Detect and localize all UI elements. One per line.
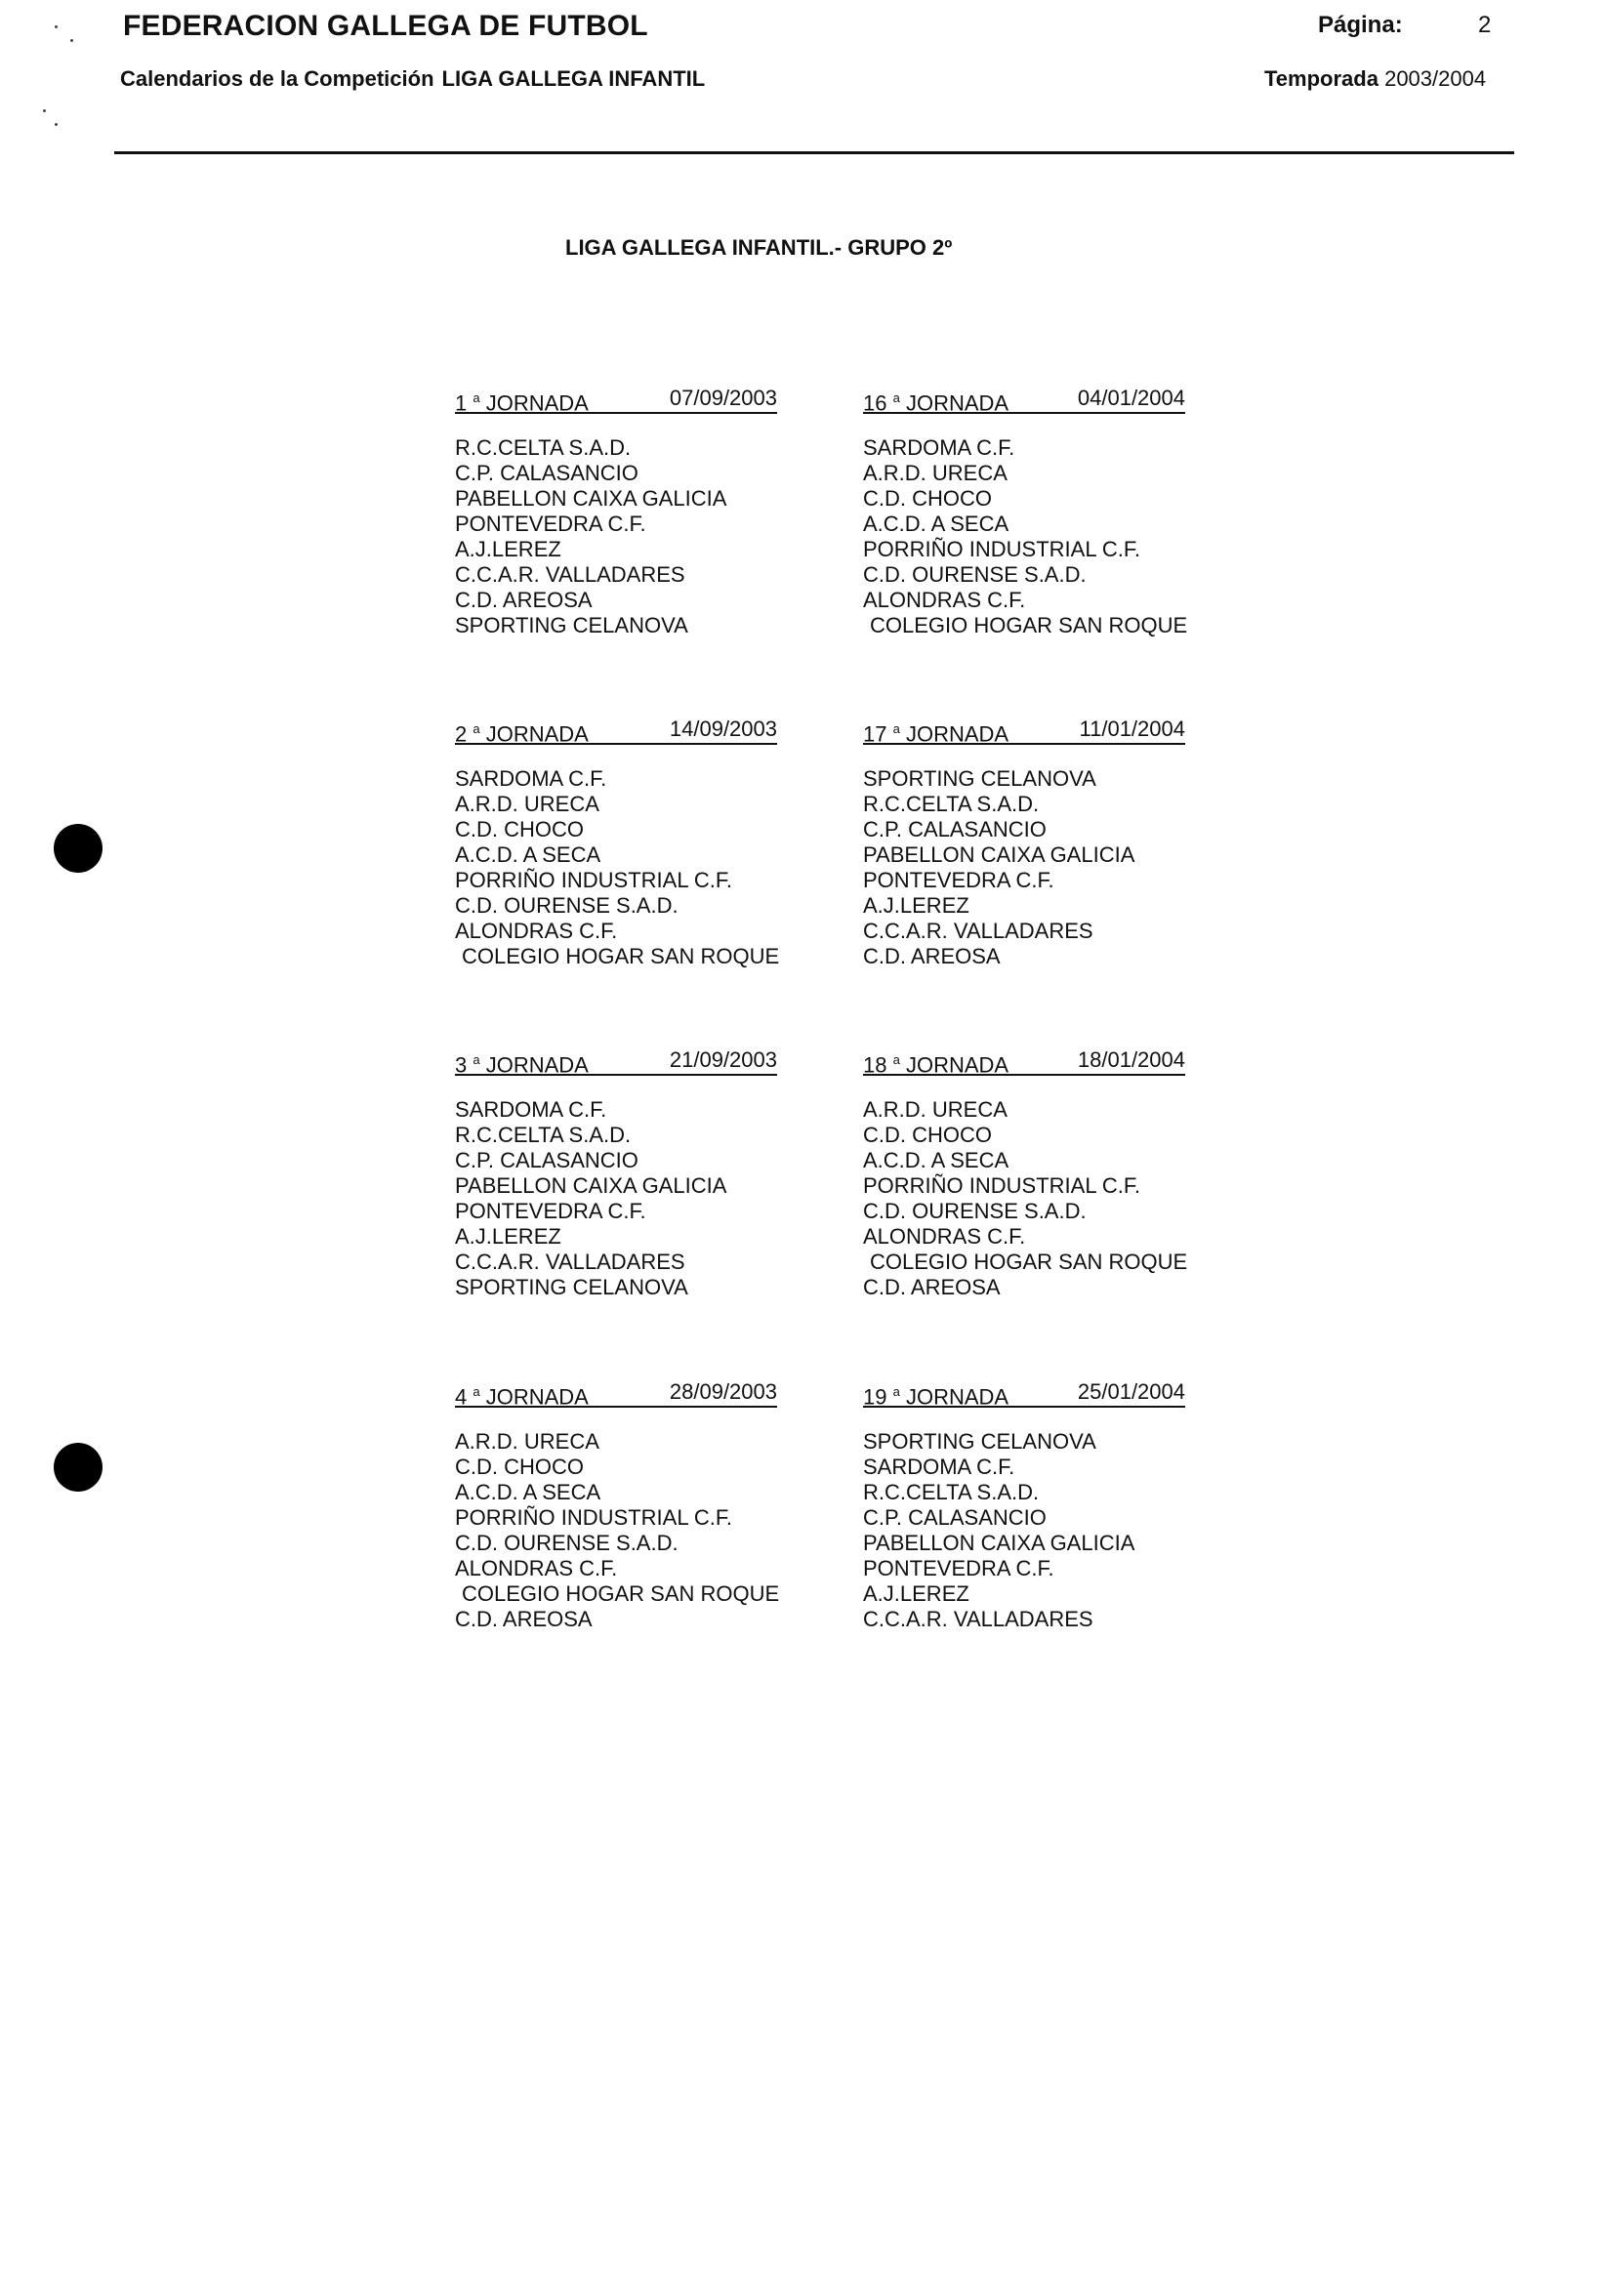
- team-name: A.J.LEREZ: [863, 893, 969, 918]
- team-name: C.D. AREOSA: [863, 1275, 1001, 1299]
- team-name: PABELLON CAIXA GALICIA: [455, 1173, 727, 1198]
- team-name: COLEGIO HOGAR SAN ROQUE: [462, 944, 780, 968]
- header-divider: [114, 151, 1514, 154]
- round-label: JORNADA: [905, 390, 1009, 416]
- team-name: C.D. OURENSE S.A.D.: [455, 1531, 679, 1555]
- round-number: 18: [863, 1052, 887, 1078]
- round-date: 18/01/2004: [1077, 1047, 1185, 1072]
- round-label: JORNADA: [905, 1052, 1009, 1078]
- round-heading: [863, 716, 1185, 745]
- round-block: [863, 1046, 1188, 1300]
- team-name: SPORTING CELANOVA: [863, 766, 1096, 791]
- team-name: PONTEVEDRA C.F.: [455, 512, 646, 536]
- round-ordinal: a: [892, 1052, 900, 1067]
- round-label: JORNADA: [905, 1384, 1009, 1410]
- team-name: A.C.D. A SECA: [863, 512, 1009, 536]
- round-title: [455, 1378, 589, 1410]
- team-name: C.D. CHOCO: [863, 1123, 992, 1147]
- team-name: PORRIÑO INDUSTRIAL C.F.: [863, 537, 1140, 561]
- team-name: PONTEVEDRA C.F.: [455, 1199, 646, 1223]
- round-title: [455, 716, 589, 747]
- round-title: [863, 385, 1009, 416]
- organization-name: FEDERACION GALLEGA DE FUTBOL: [123, 10, 648, 42]
- team-name: C.D. CHOCO: [455, 817, 584, 841]
- team-name: C.D. AREOSA: [863, 944, 1001, 968]
- team-name: C.P. CALASANCIO: [455, 461, 638, 485]
- round-label: JORNADA: [485, 1052, 589, 1078]
- round-number: 4: [455, 1384, 468, 1410]
- round-block: [863, 1378, 1185, 1632]
- season: [1264, 66, 1486, 92]
- team-name: R.C.CELTA S.A.D.: [455, 1123, 632, 1147]
- round-number: 2: [455, 721, 468, 747]
- team-name: SARDOMA C.F.: [863, 435, 1015, 460]
- team-name: A.R.D. URECA: [863, 1097, 1008, 1122]
- round-date: 14/09/2003: [669, 717, 777, 741]
- team-name: C.C.A.R. VALLADARES: [863, 919, 1093, 943]
- round-title: [863, 1378, 1009, 1410]
- round-date: 25/01/2004: [1077, 1379, 1185, 1404]
- round-label: JORNADA: [485, 1384, 589, 1410]
- team-name: C.D. OURENSE S.A.D.: [863, 1199, 1087, 1223]
- team-name: C.P. CALASANCIO: [455, 1148, 638, 1172]
- round-title: [863, 1046, 1009, 1078]
- team-name: COLEGIO HOGAR SAN ROQUE: [462, 1581, 780, 1606]
- team-name: ALONDRAS C.F.: [455, 1556, 618, 1580]
- team-name: COLEGIO HOGAR SAN ROQUE: [870, 613, 1188, 637]
- team-name: ALONDRAS C.F.: [863, 1224, 1026, 1249]
- team-name: SARDOMA C.F.: [455, 766, 607, 791]
- round-heading: [455, 716, 777, 745]
- team-name: COLEGIO HOGAR SAN ROQUE: [870, 1250, 1188, 1274]
- round-date: 07/09/2003: [669, 386, 777, 410]
- team-name: C.D. AREOSA: [455, 1607, 593, 1631]
- team-name: A.J.LEREZ: [455, 1224, 561, 1249]
- team-list: [863, 435, 1188, 638]
- team-name: PORRIÑO INDUSTRIAL C.F.: [863, 1173, 1140, 1198]
- team-name: A.J.LEREZ: [455, 537, 561, 561]
- team-name: A.R.D. URECA: [455, 1429, 599, 1454]
- scan-speck: [55, 25, 58, 28]
- team-name: A.C.D. A SECA: [455, 842, 601, 867]
- round-ordinal: a: [892, 1384, 900, 1399]
- round-block: [455, 385, 777, 638]
- team-name: C.C.A.R. VALLADARES: [455, 1250, 685, 1274]
- team-name: PORRIÑO INDUSTRIAL C.F.: [455, 868, 732, 892]
- team-name: C.P. CALASANCIO: [863, 1505, 1047, 1530]
- round-heading: [455, 1046, 777, 1076]
- round-heading: [863, 1378, 1185, 1408]
- round-heading: [455, 385, 777, 414]
- punch-hole: [54, 1443, 103, 1492]
- team-name: R.C.CELTA S.A.D.: [455, 435, 632, 460]
- team-name: C.D. OURENSE S.A.D.: [863, 562, 1087, 587]
- team-list: [455, 766, 780, 969]
- round-title: [455, 1046, 589, 1078]
- team-list: [863, 766, 1185, 969]
- page-label: Página:: [1318, 12, 1403, 38]
- round-block: [455, 716, 780, 969]
- round-ordinal: a: [473, 1052, 480, 1067]
- round-date: 11/01/2004: [1079, 717, 1185, 741]
- document-subtitle: [120, 66, 705, 92]
- team-name: C.C.A.R. VALLADARES: [455, 562, 685, 587]
- round-label: JORNADA: [905, 721, 1009, 747]
- team-name: SPORTING CELANOVA: [455, 1275, 688, 1299]
- round-date: 04/01/2004: [1077, 386, 1185, 410]
- round-date: 21/09/2003: [669, 1047, 777, 1072]
- team-name: ALONDRAS C.F.: [863, 588, 1026, 612]
- round-number: 1: [455, 390, 468, 416]
- round-number: 19: [863, 1384, 887, 1410]
- round-heading: [863, 385, 1185, 414]
- round-title: [863, 716, 1009, 747]
- round-title: [455, 385, 589, 416]
- round-heading: [863, 1046, 1185, 1076]
- round-date: 28/09/2003: [669, 1379, 777, 1404]
- team-list: [863, 1097, 1188, 1300]
- team-name: ALONDRAS C.F.: [455, 919, 618, 943]
- group-title: LIGA GALLEGA INFANTIL.- GRUPO 2º: [565, 235, 953, 260]
- round-ordinal: a: [892, 390, 900, 405]
- team-name: A.C.D. A SECA: [455, 1480, 601, 1504]
- round-ordinal: a: [892, 721, 900, 736]
- punch-hole: [54, 824, 103, 873]
- team-name: A.C.D. A SECA: [863, 1148, 1009, 1172]
- round-number: 17: [863, 721, 887, 747]
- page-number: 2: [1478, 12, 1492, 38]
- team-name: C.C.A.R. VALLADARES: [863, 1607, 1093, 1631]
- team-name: PABELLON CAIXA GALICIA: [455, 486, 727, 511]
- season-label: Temporada: [1264, 66, 1379, 91]
- subtitle-prefix: Calendarios de la Competición: [120, 66, 434, 91]
- team-name: C.D. CHOCO: [863, 486, 992, 511]
- team-name: PONTEVEDRA C.F.: [863, 1556, 1054, 1580]
- team-list: [455, 435, 777, 638]
- round-block: [455, 1378, 780, 1632]
- scan-speck: [70, 39, 73, 42]
- team-name: C.D. OURENSE S.A.D.: [455, 893, 679, 918]
- team-name: R.C.CELTA S.A.D.: [863, 792, 1040, 816]
- team-name: SPORTING CELANOVA: [863, 1429, 1096, 1454]
- round-ordinal: a: [473, 721, 480, 736]
- team-name: PONTEVEDRA C.F.: [863, 868, 1054, 892]
- team-name: PABELLON CAIXA GALICIA: [863, 1531, 1135, 1555]
- scan-speck: [43, 109, 46, 112]
- round-block: [863, 385, 1188, 638]
- round-block: [455, 1046, 777, 1300]
- team-name: A.R.D. URECA: [455, 792, 599, 816]
- round-label: JORNADA: [485, 721, 589, 747]
- team-name: PORRIÑO INDUSTRIAL C.F.: [455, 1505, 732, 1530]
- team-name: R.C.CELTA S.A.D.: [863, 1480, 1040, 1504]
- team-name: SARDOMA C.F.: [455, 1097, 607, 1122]
- team-list: [455, 1429, 780, 1632]
- team-name: C.P. CALASANCIO: [863, 817, 1047, 841]
- team-name: SPORTING CELANOVA: [455, 613, 688, 637]
- season-value: 2003/2004: [1384, 66, 1487, 91]
- scan-speck: [55, 123, 58, 126]
- team-name: A.J.LEREZ: [863, 1581, 969, 1606]
- competition-name: LIGA GALLEGA INFANTIL: [441, 66, 706, 91]
- round-number: 3: [455, 1052, 468, 1078]
- team-list: [863, 1429, 1185, 1632]
- round-label: JORNADA: [485, 390, 589, 416]
- round-heading: [455, 1378, 777, 1408]
- team-name: C.D. CHOCO: [455, 1455, 584, 1479]
- team-name: PABELLON CAIXA GALICIA: [863, 842, 1135, 867]
- team-name: A.R.D. URECA: [863, 461, 1008, 485]
- team-list: [455, 1097, 777, 1300]
- round-number: 16: [863, 390, 887, 416]
- round-ordinal: a: [473, 1384, 480, 1399]
- team-name: C.D. AREOSA: [455, 588, 593, 612]
- round-block: [863, 716, 1185, 969]
- team-name: SARDOMA C.F.: [863, 1455, 1015, 1479]
- round-ordinal: a: [473, 390, 480, 405]
